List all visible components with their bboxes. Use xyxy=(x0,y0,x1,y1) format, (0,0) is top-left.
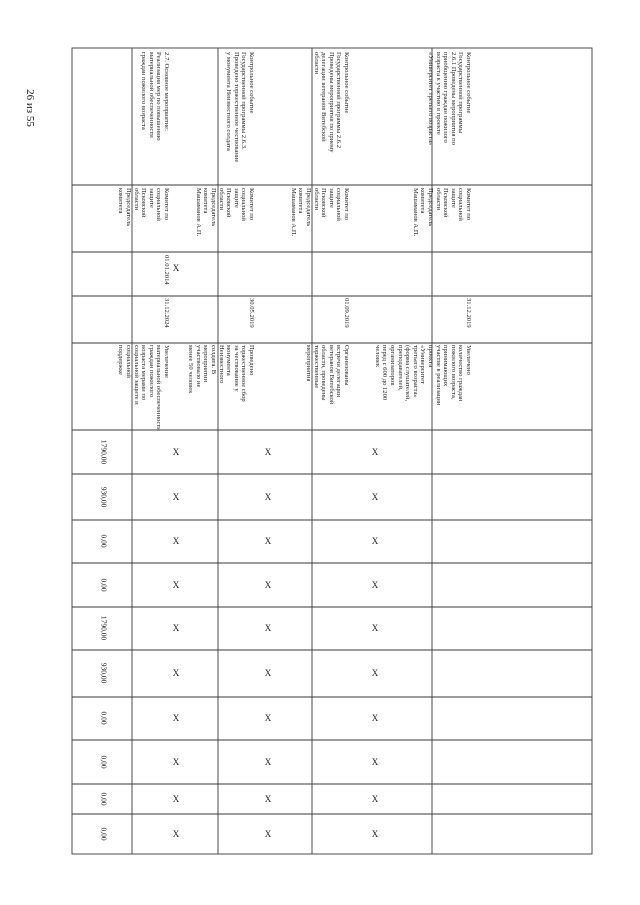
row2-title: Контрольное событие Государственной программы 2.6.2 Проведены мероприятия по приему делегации ветеранов Витебской области xyxy=(312,52,350,153)
cross-mark: X xyxy=(264,829,272,839)
row1-end-date: 31.12.2019 xyxy=(465,298,472,328)
row4-value: 930,00 xyxy=(99,662,109,684)
row4-executor: Комитет по социальной защите Псковской области Председатель комитета xyxy=(117,188,170,227)
cross-mark: X xyxy=(172,713,180,723)
cross-mark: X xyxy=(371,829,379,839)
cross-mark: X xyxy=(264,492,272,502)
cross-mark: X xyxy=(172,447,180,457)
cross-mark: X xyxy=(264,668,272,678)
row4-value: 0,00 xyxy=(99,827,109,841)
page-number-label: 26 из 55 xyxy=(24,89,36,127)
cross-mark: X xyxy=(371,492,379,502)
row4-result: Увеличение материальной обеспеченности граждан пожилого возраста мерами по социальной защите и социальной поддержке xyxy=(117,345,170,431)
row4-value: 0,00 xyxy=(99,711,109,725)
cross-mark: X xyxy=(172,536,180,546)
row4-value: 0,00 xyxy=(99,792,109,806)
cross-mark: X xyxy=(264,757,272,767)
cross-mark: X xyxy=(172,623,180,633)
row3-end-date: 30.05.2019 xyxy=(248,298,255,328)
cross-mark: X xyxy=(264,713,272,723)
row2-result: Организованы встречи делегации ветеранов Витебской области, проведены торжественные мероприятия xyxy=(305,345,350,405)
cross-mark: X xyxy=(371,536,379,546)
row4-value: 0,00 xyxy=(99,755,109,769)
cross-mark: X xyxy=(264,623,272,633)
row2-executor: Комитет по социальной защите Псковской области Председатель комитета Машаманов А.П. xyxy=(289,188,350,237)
row4-end-date: 31.12.2024 xyxy=(163,298,170,328)
cross-mark: X xyxy=(172,492,180,502)
row2-end-date: 01.09.2019 xyxy=(343,298,350,328)
cross-mark: X xyxy=(172,757,180,767)
cross-mark: X xyxy=(172,580,180,590)
cross-mark: X xyxy=(371,794,379,804)
row1-executor: Комитет по социальной защите Псковской области Председатель комитета Машаманов А.П. xyxy=(411,188,472,237)
row4-value: 0,00 xyxy=(99,534,109,548)
row3-title: Контрольное событие Государственной программы 2.6.3. Проведено торжественное чествование у монумента Неизвестного солдата xyxy=(225,52,255,163)
cross-mark: X xyxy=(172,794,180,804)
row4-title: 2.7. Основное мероприятие: Реализация мер по повышению материальной обеспеченности граждан пожилого возраста xyxy=(140,52,170,141)
row1-result: Увеличено количество граждан пожилого возраста, принимающих участие в реализации проекта «Университет третьего возраста» (форма слушателей, преподавателей, организаторов перед с 600 до 1200 человек xyxy=(373,345,472,406)
cross-mark: X xyxy=(264,536,272,546)
row1-title: Контрольное событие Государственной программы 2.6.1 Проведены мероприятия по приобщению граждан пожилого возраста к участию в проекте «Университет третьего возраста» xyxy=(427,52,472,146)
cross-mark: X xyxy=(371,447,379,457)
row4-start-date: 01.01.2014 xyxy=(163,255,170,285)
cross-mark: X xyxy=(371,668,379,678)
row4-value: 1790,00 xyxy=(99,439,109,465)
cross-mark: X xyxy=(371,580,379,590)
row3-result: Проведено торжественное сбор за чествование у монумента Неизвестного солдата. В мероприятии участвовало не менее 50 человек xyxy=(187,345,255,402)
cross-mark: X xyxy=(371,623,379,633)
cross-mark: X xyxy=(264,794,272,804)
cross-mark: X xyxy=(264,580,272,590)
cross-mark: X xyxy=(172,829,180,839)
cross-mark: X xyxy=(371,713,379,723)
row4-value: 1790,00 xyxy=(99,615,109,641)
row3-executor: Комитет по социальной защите Псковской области Председатель комитета Машаманов А.П. xyxy=(194,188,255,237)
cross-mark: X xyxy=(264,447,272,457)
row4-value: 930,00 xyxy=(99,486,109,508)
row4-value: 0,00 xyxy=(99,578,109,592)
cross-mark: X xyxy=(371,757,379,767)
cross-mark: X xyxy=(172,668,180,678)
cross-mark: X xyxy=(172,263,180,273)
